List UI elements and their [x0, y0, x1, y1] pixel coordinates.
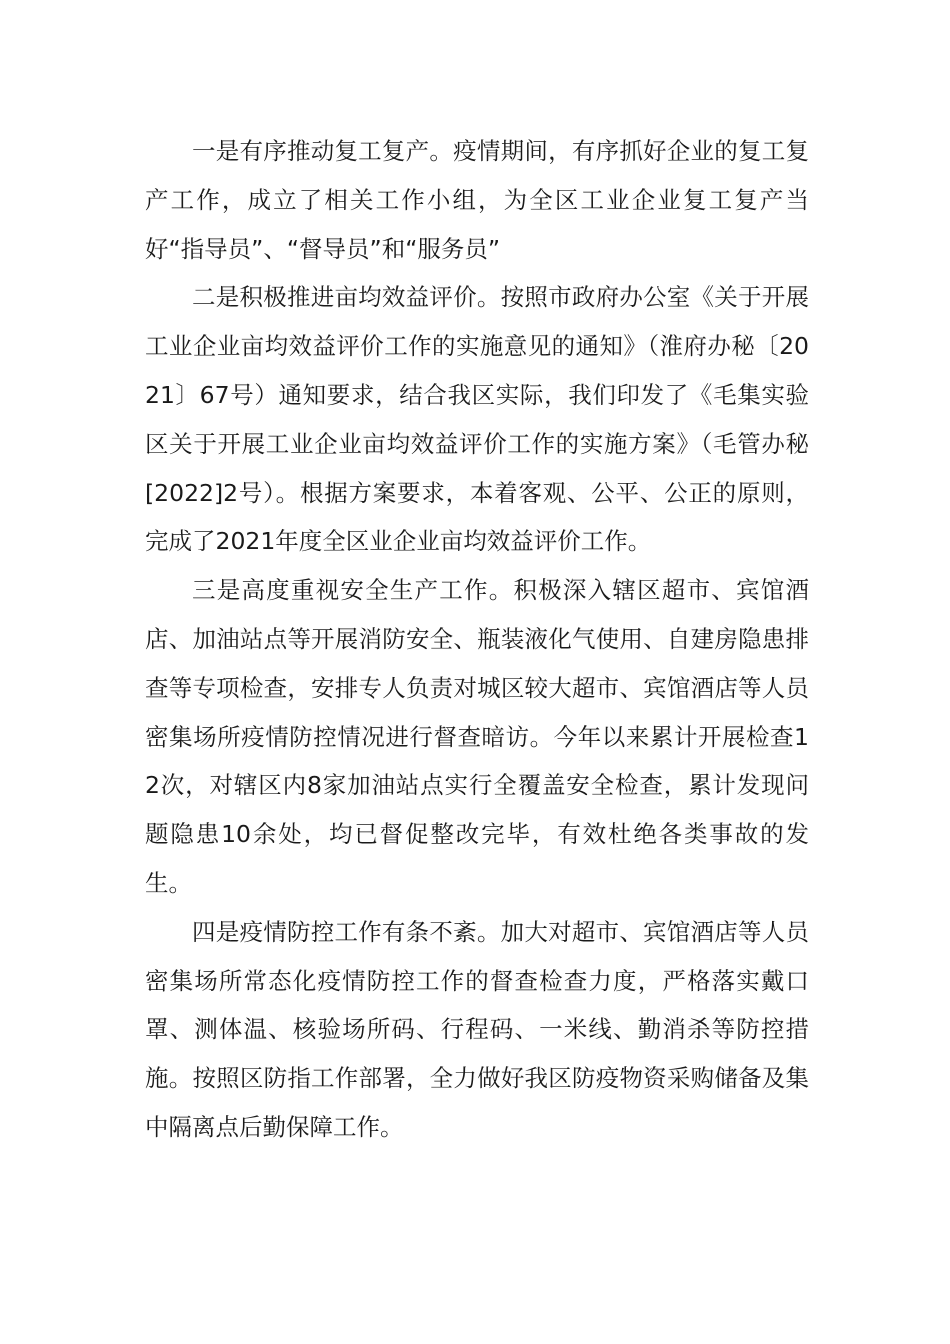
paragraph-epidemic-control: 四是疫情防控工作有条不紊。加大对超市、宾馆酒店等人员密集场所常态化疫情防控工作的督查检查力度，严格落实戴口罩、测体温、核验场所码、行程码、一米线、勤消杀等防控措施。按照区防指工作部署，全力做好我区防疫物资采购储备及集中隔离点后勤保障工作。	[145, 917, 809, 1141]
paragraph-resume-production: 一是有序推动复工复产。疫情期间，有序抓好企业的复工复产工作，成立了相关工作小组，为全区工业企业复工复产当好“指导员”、“督导员”和“服务员”	[145, 137, 809, 263]
paragraph-per-mu-evaluation: 二是积极推进亩均效益评价。按照市政府办公室《关于开展工业企业亩均效益评价工作的实施意见的通知》（淮府办秘〔2021〕67号）通知要求，结合我区实际，我们印发了《毛集实验区关于开展工业企业亩均效益评价工作的实施方案》（毛管办秘[2022]2号）。根据方案要求，本着客观、公平、公正的原则，完成了2021年度全区业企业亩均效益评价工作。	[145, 283, 809, 556]
paragraph-safety-production: 三是高度重视安全生产工作。积极深入辖区超市、宾馆酒店、加油站点等开展消防安全、瓶装液化气使用、自建房隐患排查等专项检查，安排专人负责对城区较大超市、宾馆酒店等人员密集场所疫情防控情况进行督查暗访。今年以来累计开展检查12次，对辖区内8家加油站点实行全覆盖安全检查，累计发现问题隐患10余处，均已督促整改完毕，有效杜绝各类事故的发生。	[145, 576, 809, 897]
document-body	[145, 127, 809, 1152]
